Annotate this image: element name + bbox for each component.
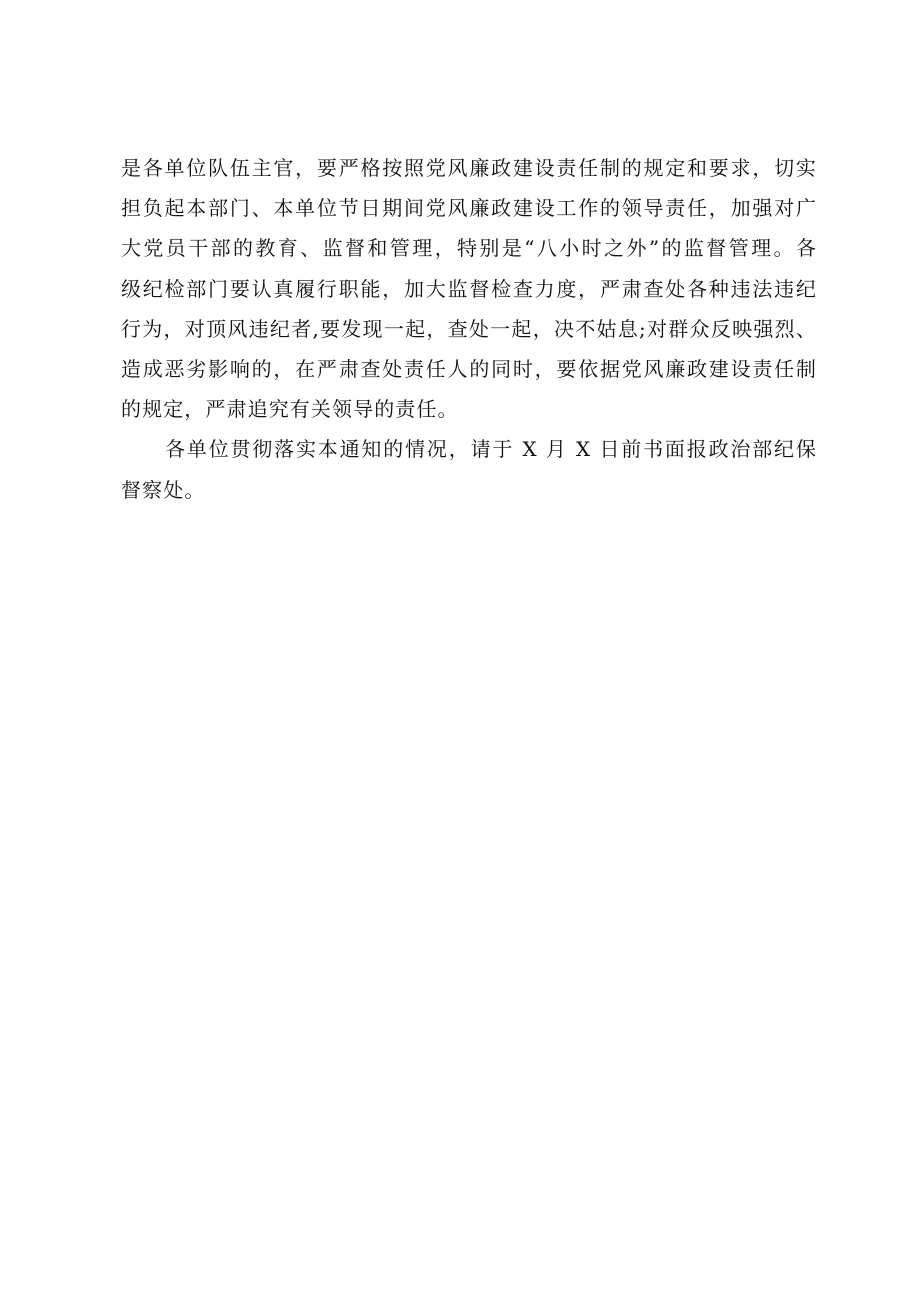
text-line: 各单位贯彻落实本通知的情况，请于 X 月 X 日前书面报政治部纪保 (165, 437, 817, 462)
text-line: 大党员干部的教育、监督和管理，特别是“八小时之外”的监督管理。各 (121, 236, 817, 261)
document-body (121, 148, 817, 510)
text-line: 行为，对顶风违纪者,要发现一起，查处一起，决不姑息;对群众反映强烈、 (121, 316, 817, 341)
paragraph-responsibility (121, 148, 817, 429)
text-line: 级纪检部门要认真履行职能，加大监督检查力度，严肃查处各种违法违纪 (121, 276, 817, 301)
text-line: 的规定，严肃追究有关领导的责任。 (121, 397, 459, 422)
text-line: 督察处。 (121, 477, 206, 502)
paragraph-reporting (121, 429, 817, 509)
text-line: 造成恶劣影响的，在严肃查处责任人的同时，要依据党风廉政建设责任制 (121, 357, 817, 382)
text-line: 是各单位队伍主官，要严格按照党风廉政建设责任制的规定和要求，切实 (121, 156, 817, 180)
text-line: 担负起本部门、本单位节日期间党风廉政建设工作的领导责任，加强对广 (121, 196, 817, 221)
